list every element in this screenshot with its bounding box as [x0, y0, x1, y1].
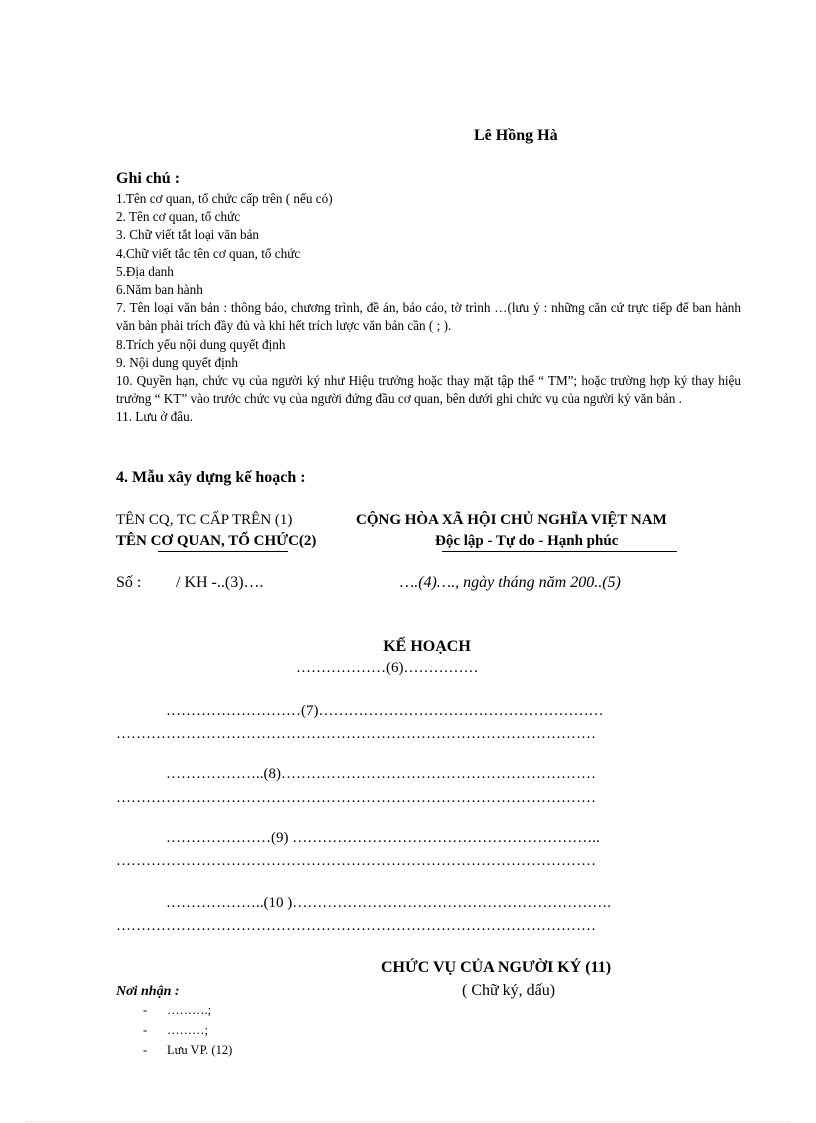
doc-number-label: Số :	[116, 574, 142, 591]
org-name: TÊN CƠ QUAN, TỔ CHỨC(2)	[116, 533, 317, 549]
plan-line-10a: ………………..(10 )……………………………………………………….	[166, 895, 611, 911]
page-edge-rule	[26, 1121, 790, 1122]
recipient-item: - ……….;	[143, 1003, 212, 1017]
notes-title: Ghi chú :	[116, 170, 181, 187]
plan-subtitle: ………………(6)……………	[296, 660, 479, 676]
plan-line-8b: ……………………………………………………………………………………	[116, 790, 596, 806]
note-item: 1.Tên cơ quan, tổ chức cấp trên ( nếu có)	[116, 191, 333, 206]
note-item: 10. Quyền hạn, chức vụ của người ký như Hiệu trưởng hoặc thay mặt tập thể “ TM”; hoặc trường hợp ký thay hiệu trưởng “ KT” vào trước chức vụ của người đứng đầu cơ quan, bên dưới ghi chức vụ của người ký văn bản .	[116, 373, 741, 407]
plan-title: KẾ HOẠCH	[383, 638, 471, 655]
plan-line-7a: ………………………(7)…………………………………………………	[166, 703, 604, 719]
note-item: 8.Trích yếu nội dung quyết định	[116, 336, 286, 352]
recipients-list	[143, 1000, 232, 1060]
note-item: 5.Địa danh	[116, 263, 174, 279]
note-item: 4.Chữ viết tắc tên cơ quan, tổ chức	[116, 245, 301, 261]
plan-line-8a: ………………..(8)………………………………………………………	[166, 766, 596, 782]
plan-line-9b: ……………………………………………………………………………………	[116, 853, 596, 869]
signer-name: Lê Hồng Hà	[474, 127, 558, 144]
section-title: 4. Mẫu xây dựng kế hoạch :	[116, 469, 306, 486]
note-item: 3. Chữ viết tắt loại văn bản	[116, 227, 260, 243]
recipient-item: - Lưu VP. (12)	[143, 1043, 233, 1057]
motto-underline	[442, 551, 677, 552]
recipient-item: - ………;	[143, 1023, 208, 1037]
recipients-title: Nơi nhận :	[116, 984, 180, 999]
note-item: 2. Tên cơ quan, tổ chức	[116, 209, 241, 225]
notes-list	[116, 190, 741, 427]
note-item: 6.Năm ban hành	[116, 282, 203, 298]
plan-line-10b: ……………………………………………………………………………………	[116, 918, 596, 934]
note-item: 11. Lưu ở đâu.	[116, 409, 193, 425]
nation-title: CỘNG HÒA XÃ HỘI CHỦ NGHĨA VIỆT NAM	[356, 512, 667, 528]
note-item: 7. Tên loại văn bản : thông báo, chương trình, đề án, báo cáo, tờ trình …(lưu ý : những căn cứ trực tiếp để ban hành văn bản phải trích đầy đủ và khi hết trích lược văn bản cần ( ; ).	[116, 300, 741, 334]
org-parent: TÊN CQ, TC CẤP TRÊN (1)	[116, 512, 293, 528]
doc-number-value: / KH -..(3)….	[176, 574, 264, 591]
org-underline	[158, 551, 288, 552]
motto: Độc lập - Tự do - Hạnh phúc	[435, 533, 619, 549]
note-item: 9. Nội dung quyết định	[116, 354, 238, 370]
plan-line-7b: ……………………………………………………………………………………	[116, 726, 596, 742]
place-date: ….(4)…., ngày tháng năm 200..(5)	[400, 574, 621, 591]
signature-note: ( Chữ ký, dấu)	[462, 982, 556, 999]
signer-position: CHỨC VỤ CỦA NGƯỜI KÝ (11)	[381, 959, 612, 976]
plan-line-9a: …………………(9) ……………………………………………………..	[166, 830, 600, 846]
